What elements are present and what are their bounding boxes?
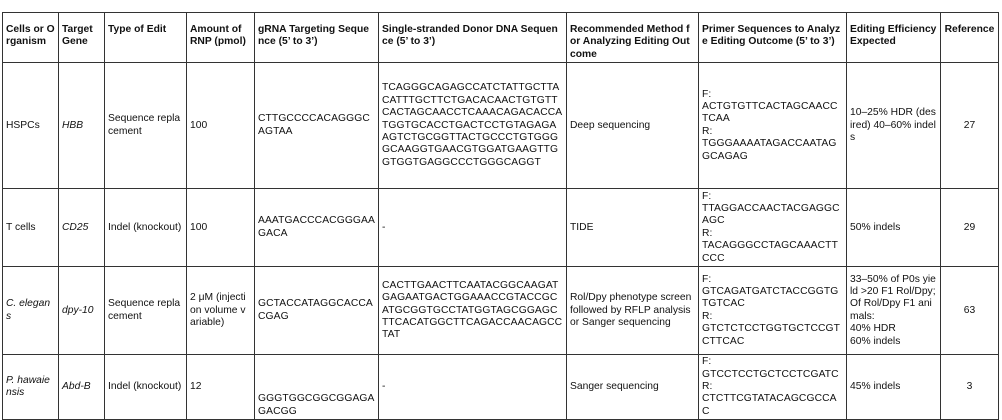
primer-forward-sequence: GTCAGATGATCTACCGGTGTGTCAC	[702, 285, 839, 310]
cell-rnp-amount: 12	[187, 355, 255, 420]
primer-reverse-sequence: GTCTCTCCTGGTGCTCCGTCTTCAC	[702, 323, 841, 347]
primer-forward-label: F:	[702, 88, 712, 100]
cell-grna-sequence: GCTACCATAGGCACCACGAG	[255, 267, 379, 355]
table-row	[3, 63, 999, 189]
efficiency-line: 33–50% of P0s yield >20 F1 Rol/Dpy;	[850, 273, 936, 297]
cell-analysis-method: Sanger sequencing	[567, 355, 699, 420]
primer-reverse-label: R:	[702, 227, 713, 239]
cell-analysis-method: Rol/Dpy phenotype screen followed by RFLP analysis or Sanger sequencing	[567, 267, 699, 355]
efficiency-line: 45% indels	[850, 381, 901, 393]
efficiency-line: Of Rol/Dpy F1 animals:	[850, 298, 932, 322]
cell-reference: 29	[941, 189, 999, 267]
header-reference: Reference	[941, 13, 999, 63]
primer-forward-label: F:	[702, 190, 712, 202]
cell-grna-sequence: GGGTGGCGGCGGAGAGACGG	[255, 355, 379, 420]
primer-forward-sequence: TTAGGACCAACTACGAGGCAGC	[702, 202, 840, 227]
primer-forward-label: F:	[702, 356, 712, 368]
cell-primer-sequences	[699, 63, 847, 189]
cell-type-of-edit: Indel (knockout)	[105, 189, 187, 267]
primer-reverse-sequence: TACAGGGCCTAGCAAACTTCCC	[702, 240, 838, 264]
header-grna-sequence: gRNA Targeting Sequence (5’ to 3’)	[255, 13, 379, 63]
cell-reference: 3	[941, 355, 999, 420]
primer-reverse-sequence: TGGGAAAATAGACCAATAGGCAGAG	[702, 138, 837, 162]
cell-grna-sequence: AAATGACCCACGGGAAGACA	[255, 189, 379, 267]
primer-reverse-sequence: CTCTTCGTATACAGCGCCAC	[702, 393, 837, 417]
primer-forward-label: F:	[702, 273, 712, 285]
cell-type-of-edit: Sequence replacement	[105, 63, 187, 189]
efficiency-line: 40% HDR	[850, 323, 896, 335]
cell-editing-efficiency	[847, 355, 941, 420]
cell-rnp-amount: 100	[187, 189, 255, 267]
header-editing-efficiency: Editing Efficiency Expected	[847, 13, 941, 63]
cell-organism: HSPCs	[3, 63, 59, 189]
primer-forward-sequence: ACTGTGTTCACTAGCAACCTCAA	[702, 100, 838, 125]
primer-reverse-label: R:	[702, 310, 713, 322]
cell-editing-efficiency	[847, 267, 941, 355]
header-primer-sequences: Primer Sequences to Analyze Editing Outcome (5’ to 3’)	[699, 13, 847, 63]
cell-target-gene: Abd-B	[59, 355, 105, 420]
cell-donor-sequence: -	[379, 355, 567, 420]
table-row	[3, 267, 999, 355]
header-analysis-method: Recommended Method for Analyzing Editing Outcome	[567, 13, 699, 63]
primer-reverse-label: R:	[702, 125, 713, 137]
primer-reverse-label: R:	[702, 381, 713, 393]
header-rnp-amount: Amount of RNP (pmol)	[187, 13, 255, 63]
cell-target-gene: CD25	[59, 189, 105, 267]
efficiency-line: 50% indels	[850, 221, 901, 233]
cell-analysis-method: Deep sequencing	[567, 63, 699, 189]
cell-type-of-edit: Sequence replacement	[105, 267, 187, 355]
cell-reference: 63	[941, 267, 999, 355]
efficiency-line: 60% indels	[850, 335, 901, 347]
cell-organism: P. hawaiensis	[3, 355, 59, 420]
cell-donor-sequence: TCAGGGCAGAGCCATCTATTGCTTACATTTGCTTCTGACACAACTGTGTTCACTAGCAACCTCAAACAGACACCATGGTGCACCTGACTCCTGTAGAGAAGTCTGCGGTTACTGCCCTGTGGGGCAAGGTGAACGTGGATGAAGTTGGTGGTGAGGCCCTGGGCAGGT	[379, 63, 567, 189]
protocol-table	[2, 12, 999, 420]
efficiency-line: 10–25% HDR (desired) 40–60% indels	[850, 107, 936, 143]
header-row	[3, 13, 999, 63]
cell-reference: 27	[941, 63, 999, 189]
cell-primer-sequences	[699, 267, 847, 355]
header-type-of-edit: Type of Edit	[105, 13, 187, 63]
cell-primer-sequences	[699, 355, 847, 420]
cell-editing-efficiency	[847, 63, 941, 189]
cell-donor-sequence: CACTTGAACTTCAATACGGCAAGATGAGAATGACTGGAAACCGTACCGCATGCGGTGCCTATGGTAGCGGAGCTTCACATGGCTTCAGACCAACAGCCTAT	[379, 267, 567, 355]
primer-forward-sequence: GTCCTCCTGCTCCTCGATC	[702, 368, 839, 380]
cell-rnp-amount: 2 μM (injection volume variable)	[187, 267, 255, 355]
table-row	[3, 189, 999, 267]
cell-organism: C. elegans	[3, 267, 59, 355]
cell-target-gene: dpy-10	[59, 267, 105, 355]
cell-target-gene: HBB	[59, 63, 105, 189]
table-row	[3, 355, 999, 420]
header-target-gene: Target Gene	[59, 13, 105, 63]
cell-type-of-edit: Indel (knockout)	[105, 355, 187, 420]
cell-organism: T cells	[3, 189, 59, 267]
cell-rnp-amount: 100	[187, 63, 255, 189]
cell-donor-sequence: -	[379, 189, 567, 267]
header-organism: Cells or Organism	[3, 13, 59, 63]
cell-editing-efficiency	[847, 189, 941, 267]
cell-grna-sequence: CTTGCCCCACAGGGCAGTAA	[255, 63, 379, 189]
cell-analysis-method: TIDE	[567, 189, 699, 267]
cell-primer-sequences	[699, 189, 847, 267]
header-donor-sequence: Single-stranded Donor DNA Sequence (5’ to 3’)	[379, 13, 567, 63]
